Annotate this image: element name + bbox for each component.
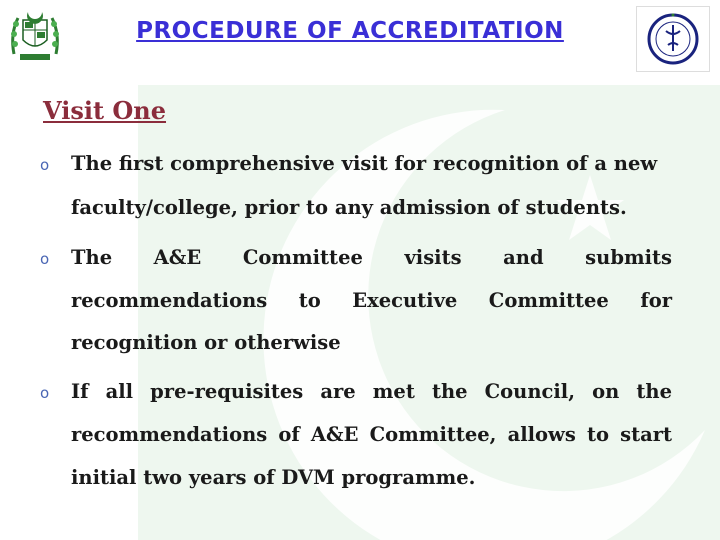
bullet-text-line: initial two years of DVM programme. (71, 466, 476, 489)
section-heading: Visit One (43, 96, 167, 125)
bullet-marker: o (40, 384, 50, 402)
bullet-marker: o (40, 156, 50, 174)
bullet-text-line: recommendations of A&E Committee, allows to start (71, 423, 672, 446)
bullet-text-line: faculty/college, prior to any admission of students. (71, 196, 627, 219)
council-seal-icon (636, 6, 710, 72)
bullet-text-line: If all pre-requisites are met the Council, on the (71, 380, 672, 403)
bullet-text-line: The A&E Committee visits and submits (71, 246, 672, 269)
slide-title: PROCEDURE OF ACCREDITATION (136, 18, 564, 44)
bullet-text-line: The first comprehensive visit for recognition of a new (71, 152, 658, 175)
bullet-marker: o (40, 250, 50, 268)
bullet-text-line: recommendations to Executive Committee for (71, 289, 672, 312)
bullet-text-line: recognition or otherwise (71, 331, 341, 354)
